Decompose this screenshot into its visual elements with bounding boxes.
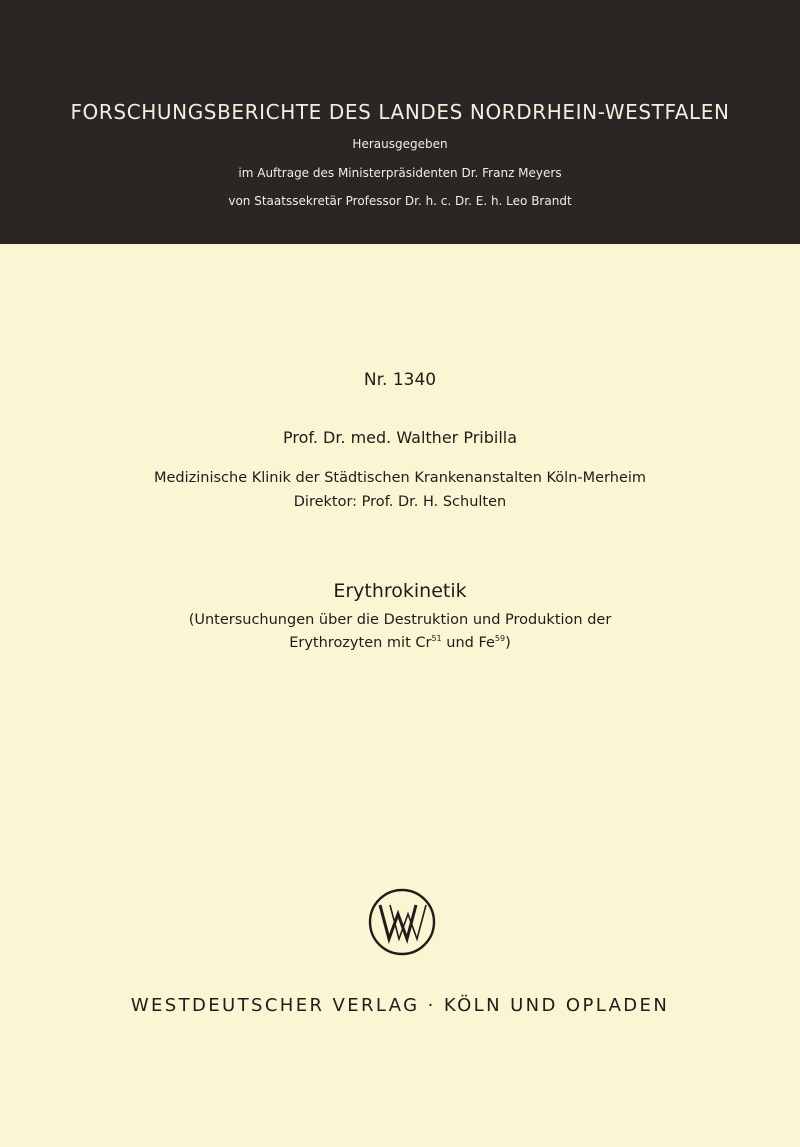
subtitle-line-2 <box>0 634 800 651</box>
iron-isotope: 59 <box>494 634 506 643</box>
report-number: Nr. 1340 <box>363 370 437 390</box>
publisher-name: WESTDEUTSCHER VERLAG · KÖLN UND OPLADEN <box>130 995 670 1016</box>
header-band <box>0 0 800 244</box>
chromium-isotope: 51 <box>431 634 442 643</box>
subtitle-text-c: ) <box>505 635 511 651</box>
series-title: FORSCHUNGSBERICHTE DES LANDES NORDRHEIN-WESTFALEN <box>70 100 730 124</box>
editor-line-2: im Auftrage des Ministerpräsidenten Dr. Franz Meyers <box>238 166 562 180</box>
editor-line-3: von Staatssekretär Professor Dr. h. c. Dr. E. h. Leo Brandt <box>228 194 572 208</box>
director: Direktor: Prof. Dr. H. Schulten <box>293 494 507 510</box>
publisher-logo-icon <box>368 888 436 956</box>
institution: Medizinische Klinik der Städtischen Krankenanstalten Köln-Merheim <box>153 470 647 486</box>
author: Prof. Dr. med. Walther Pribilla <box>282 428 518 447</box>
book-title: Erythrokinetik <box>333 580 467 602</box>
subtitle-text-b: und Fe <box>441 635 495 651</box>
subtitle-line-1: (Untersuchungen über die Destruktion und Produktion der <box>188 612 612 628</box>
subtitle-text-a: Erythrozyten mit Cr <box>289 635 432 651</box>
editor-line-1: Herausgegeben <box>352 137 448 151</box>
